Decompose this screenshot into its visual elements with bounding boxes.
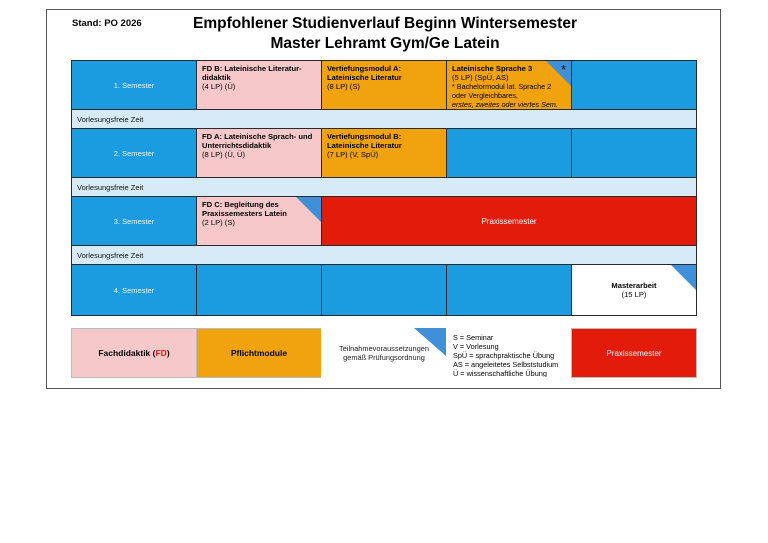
legend-abbr-item: SpÜ = sprachpraktische Übung: [453, 351, 555, 360]
prerequisite-triangle: [296, 197, 321, 222]
empty-cell: [446, 264, 572, 316]
empty-cell: [321, 264, 447, 316]
empty-cell: [446, 128, 572, 178]
legend-abbr-item: V = Vorlesung: [453, 342, 499, 351]
legend-praxissemester: [571, 328, 697, 378]
legend-abbreviations: [446, 328, 572, 378]
module-vertiefung-a: [321, 60, 447, 110]
semester-1-text: 1. Semester: [113, 80, 155, 90]
module-fd-c-detail: (2 LP) (S): [202, 218, 235, 228]
page-title: Empfohlener Studienverlauf Beginn Wintersemester: [193, 15, 577, 32]
legend-fd-suffix: ): [166, 348, 170, 358]
module-fd-c-title: FD C: Begleitung des Praxissemesters Latein: [202, 200, 287, 219]
lecture-free-label: Vorlesungsfreie Zeit: [77, 182, 144, 192]
legend-fd-abbr: FD: [155, 348, 167, 358]
semester-4-text: 4. Semester: [113, 285, 155, 295]
module-vertiefung-b-title: Vertiefungsmodul B: Lateinische Literatur: [327, 132, 402, 151]
module-fd-a-title: FD A: Lateinische Sprach- und Unterrichtsdidaktik: [202, 132, 313, 151]
module-vertiefung-b: [321, 128, 447, 178]
legend-praxis-label: Praxissemester: [606, 348, 662, 358]
module-vertiefung-b-detail: (7 LP) (V, SpÜ): [327, 150, 379, 160]
semester-3-text: 3. Semester: [113, 216, 155, 226]
praxissemester-block: [321, 196, 697, 246]
legend-pflicht-label: Pflichtmodule: [230, 348, 288, 358]
module-vertiefung-a-title: Vertiefungsmodul A: Lateinische Literatur: [327, 64, 402, 83]
module-fd-c: [196, 196, 322, 246]
module-fd-a: [196, 128, 322, 178]
lecture-free-label: Vorlesungsfreie Zeit: [77, 114, 144, 124]
module-fd-b-title: FD B: Lateinische Literatur-didaktik: [202, 64, 302, 83]
legend-fachdidaktik: [71, 328, 197, 378]
prerequisite-triangle: [546, 61, 571, 86]
module-ls3-title: Lateinische Sprache 3: [452, 64, 533, 73]
empty-cell: [196, 264, 322, 316]
semester-4-label: [71, 264, 197, 316]
module-fd-b-detail: (4 LP) (Ü): [202, 82, 236, 92]
legend-abbr-item: S = Seminar: [453, 333, 494, 342]
module-fd-a-detail: (8 LP) (Ü, Ü): [202, 150, 246, 160]
module-lateinische-sprache-3: [446, 60, 572, 110]
lecture-free-label: Vorlesungsfreie Zeit: [77, 250, 144, 260]
page-subtitle: Master Lehramt Gym/Ge Latein: [270, 35, 500, 52]
module-ls3-detail: (5 LP) (SpÜ, AS): [452, 73, 509, 83]
legend-pflichtmodule: [196, 328, 322, 378]
lecture-free-period-3: [71, 245, 697, 265]
module-fd-b: [196, 60, 322, 110]
lecture-free-period-1: [71, 109, 697, 129]
legend-abbr-item: Ü = wissenschaftliche Übung: [453, 369, 547, 378]
semester-2-label: [71, 128, 197, 178]
masterarbeit-title: Masterarbeit: [611, 280, 657, 290]
empty-cell: [571, 60, 697, 110]
semester-1-label: [71, 60, 197, 110]
empty-cell: [571, 128, 697, 178]
star-marker: *: [560, 62, 566, 77]
legend-tv-line2: gemäß Prüfungsordnung: [343, 353, 425, 362]
module-masterarbeit: [571, 264, 697, 316]
module-vertiefung-a-detail: (8 LP) (S): [327, 82, 360, 92]
legend-abbr-item: AS = angeleitetes Selbststudium: [453, 360, 559, 369]
lecture-free-period-2: [71, 177, 697, 197]
stand-label: Stand: PO 2026: [72, 18, 142, 29]
masterarbeit-detail: (15 LP): [621, 290, 647, 299]
module-ls3-note: * Bachelormodul lat. Sprache 2 oder Vergleichbares,: [452, 82, 552, 100]
legend-fd-prefix: Fachdidaktik (: [98, 348, 156, 358]
semester-3-label: [71, 196, 197, 246]
module-ls3-note-italic: erstes, zweites oder viertes Sem.: [452, 99, 558, 109]
legend-triangle-icon: [414, 328, 446, 356]
praxissemester-label: Praxissemester: [481, 216, 537, 226]
prerequisite-triangle: [671, 265, 696, 290]
semester-2-text: 2. Semester: [113, 148, 155, 158]
legend-tv-line1: Teilnahmevoraussetzungen: [339, 344, 429, 353]
